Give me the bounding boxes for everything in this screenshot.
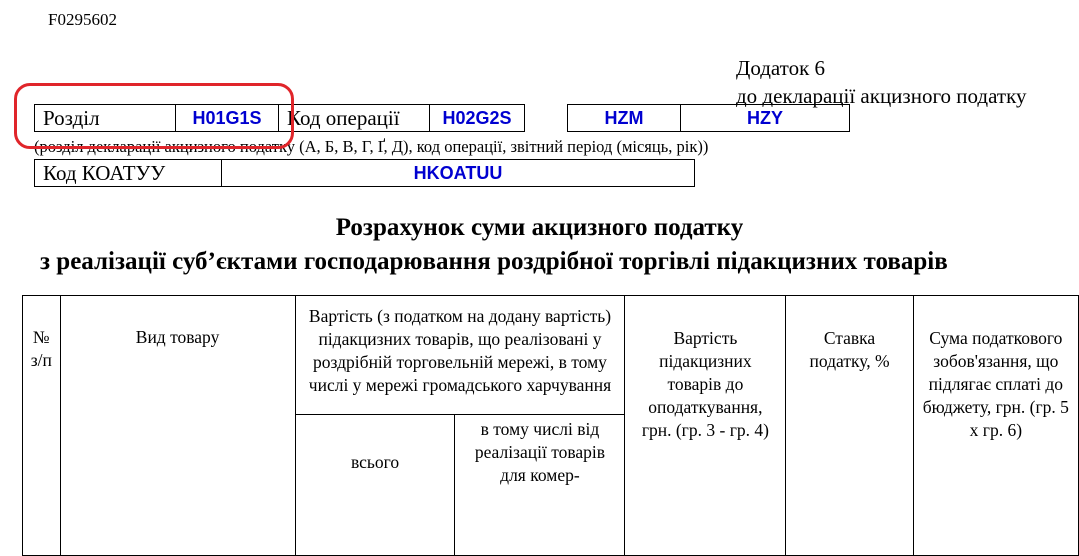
col-value-catering-header: в тому числі від реалізації товарів для комер-: [455, 415, 625, 556]
month-field[interactable]: HZM: [568, 105, 681, 132]
section-label: Розділ: [35, 105, 176, 132]
appendix-note: [736, 54, 1026, 110]
header-caption: (розділ декларації акцизного податку (А, Б, В, Г, Ґ, Д), код операції, звітний період (місяць, рік)): [34, 137, 709, 156]
col-taxable-header: Вартість підакцизних товарів до оподаткування, грн. (гр. 3 - гр. 4): [625, 296, 786, 556]
form-code: F0295602: [48, 10, 117, 29]
col-rate-header: Ставка податку, %: [786, 296, 913, 556]
appendix-line-1: Додаток 6: [736, 56, 826, 80]
koatuu-field[interactable]: HKOATUU: [222, 160, 695, 187]
highlight-outline: [14, 83, 294, 149]
year-field[interactable]: HZY: [681, 105, 850, 132]
title-line-1: Розрахунок суми акцизного податку: [335, 214, 744, 241]
koatuu-label: Код КОАТУУ: [35, 160, 222, 187]
koatuu-row: [34, 159, 695, 187]
operation-label: Код операції: [279, 105, 430, 132]
col-sum-header: Сума податкового зобов'язання, що підлягає сплаті до бюджету, грн. (гр. 5 х гр. 6): [913, 296, 1078, 556]
section-field[interactable]: H01G1S: [176, 105, 279, 132]
calculation-table: [22, 295, 1079, 556]
gap-cell: [525, 105, 568, 132]
col-value-total-header: всього: [295, 415, 455, 556]
col-product-header: Вид товару: [60, 296, 295, 556]
appendix-line-2: до декларації акцизного податку: [736, 84, 1027, 108]
operation-field[interactable]: H02G2S: [430, 105, 525, 132]
col-value-header: Вартість (з податком на додану вартість) підакцизних товарів, що реалізовані у роздрібній торговельній мережі, в тому числі у мережі громадського харчування: [295, 296, 625, 415]
title-line-2: з реалізації суб’єктами господарювання роздрібної торгівлі підакцизних товарів: [40, 248, 948, 275]
col-number-header: № з/п: [23, 296, 61, 556]
